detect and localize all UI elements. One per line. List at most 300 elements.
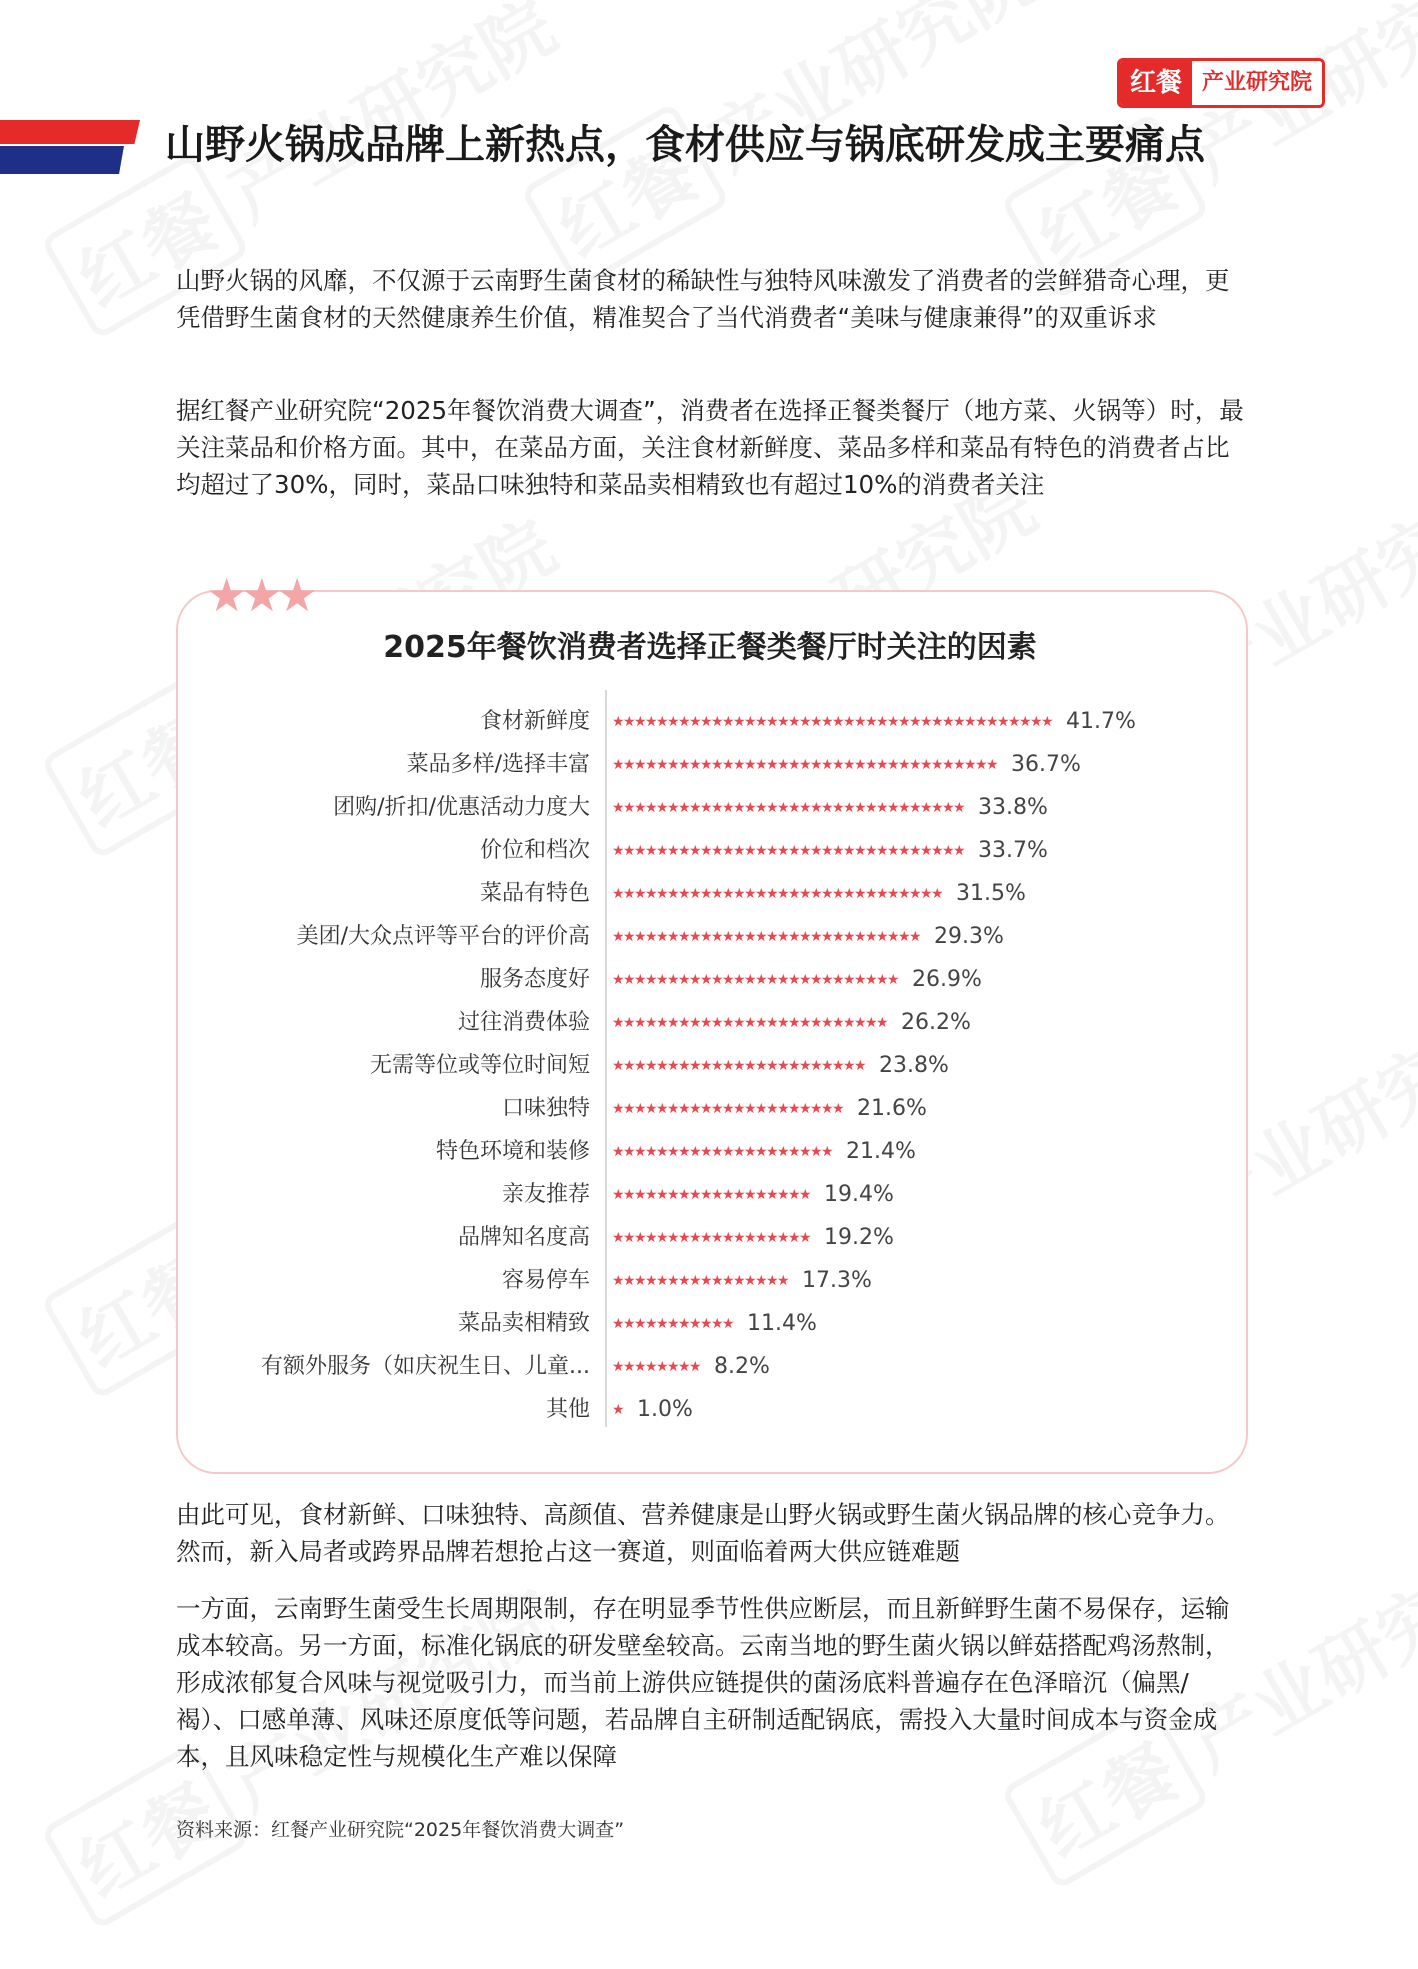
bar-star: ★ (645, 929, 658, 945)
bar-star: ★ (733, 757, 746, 773)
bar-star: ★ (700, 1058, 713, 1074)
bar-star: ★ (689, 1058, 702, 1074)
bar-star: ★ (722, 1058, 735, 1074)
value-label: 33.7% (978, 838, 1048, 863)
bar (612, 1230, 812, 1246)
bar-star: ★ (832, 714, 845, 730)
bar-star: ★ (700, 1273, 713, 1289)
bar-star: ★ (700, 886, 713, 902)
bar-star: ★ (755, 843, 768, 859)
bar-star: ★ (942, 757, 955, 773)
value-label: 19.4% (824, 1182, 894, 1207)
bar-star: ★ (744, 1015, 757, 1031)
bar-star: ★ (678, 800, 691, 816)
bar-star: ★ (821, 1058, 834, 1074)
bar-star: ★ (755, 1187, 768, 1203)
bar-star: ★ (788, 972, 801, 988)
bar-star: ★ (623, 972, 636, 988)
bar-star: ★ (656, 1316, 669, 1332)
bar-star: ★ (887, 972, 900, 988)
value-label: 36.7% (1011, 752, 1081, 777)
bar-star: ★ (634, 757, 647, 773)
bar-star: ★ (777, 1230, 790, 1246)
bar-star: ★ (920, 886, 933, 902)
bar-star: ★ (942, 714, 955, 730)
bar-star: ★ (645, 714, 658, 730)
bar-star: ★ (832, 1058, 845, 1074)
value-label: 23.8% (879, 1053, 949, 1078)
bar-star: ★ (876, 929, 889, 945)
value-label: 21.6% (857, 1096, 927, 1121)
bar (612, 972, 900, 988)
bar (612, 757, 999, 773)
bar-star: ★ (645, 1316, 658, 1332)
bar-star: ★ (634, 972, 647, 988)
bar-star: ★ (711, 1144, 724, 1160)
bar-star: ★ (711, 1187, 724, 1203)
bar-star: ★ (755, 800, 768, 816)
bar-star: ★ (821, 886, 834, 902)
bar-star: ★ (689, 1187, 702, 1203)
category-label: 菜品有特色 (479, 881, 590, 906)
bar-star: ★ (733, 1101, 746, 1117)
bar-star: ★ (865, 800, 878, 816)
bar (612, 1273, 790, 1289)
bar-star: ★ (612, 1273, 625, 1289)
bar-star: ★ (887, 886, 900, 902)
bar-star: ★ (953, 800, 966, 816)
bar-star: ★ (634, 714, 647, 730)
bar-star: ★ (656, 757, 669, 773)
bar-star: ★ (953, 714, 966, 730)
value-label: 8.2% (714, 1354, 770, 1379)
bar-star: ★ (711, 886, 724, 902)
bar-star: ★ (931, 886, 944, 902)
bar-star: ★ (799, 1187, 812, 1203)
bar-star: ★ (898, 929, 911, 945)
value-label: 41.7% (1066, 709, 1136, 734)
category-label: 菜品卖相精致 (457, 1311, 590, 1336)
bar-star: ★ (810, 757, 823, 773)
bar-star: ★ (832, 843, 845, 859)
bar-star: ★ (810, 886, 823, 902)
bar-star: ★ (711, 800, 724, 816)
bar-star: ★ (678, 1359, 691, 1375)
bar-star: ★ (744, 886, 757, 902)
bar-star: ★ (612, 886, 625, 902)
bar-star: ★ (623, 1015, 636, 1031)
bar-star: ★ (634, 800, 647, 816)
bar-star: ★ (678, 1230, 691, 1246)
bar-star: ★ (700, 1015, 713, 1031)
value-label: 11.4% (747, 1311, 817, 1336)
bar-star: ★ (766, 1058, 779, 1074)
title-accent-red (0, 120, 140, 144)
category-label: 菜品多样/选择丰富 (406, 752, 590, 777)
bar-star: ★ (656, 929, 669, 945)
bar-star: ★ (711, 843, 724, 859)
bar-star: ★ (744, 843, 757, 859)
bar-star: ★ (810, 929, 823, 945)
bar-star: ★ (656, 1273, 669, 1289)
bar-star: ★ (843, 800, 856, 816)
bar-star: ★ (722, 800, 735, 816)
bar-star: ★ (799, 800, 812, 816)
bar-star: ★ (843, 843, 856, 859)
bar-star: ★ (689, 1359, 702, 1375)
category-label: 有额外服务（如庆祝生日、儿童... (261, 1354, 590, 1379)
bar-star: ★ (623, 1230, 636, 1246)
bar-star: ★ (667, 714, 680, 730)
bar-star: ★ (733, 929, 746, 945)
bar-star: ★ (645, 757, 658, 773)
bar-star: ★ (678, 843, 691, 859)
bar-star: ★ (755, 714, 768, 730)
bar-star: ★ (656, 1101, 669, 1117)
bar-star: ★ (711, 1316, 724, 1332)
bar-star: ★ (821, 1101, 834, 1117)
bar-star: ★ (953, 843, 966, 859)
bar (612, 1144, 834, 1160)
bar (612, 843, 966, 859)
bar-star: ★ (623, 800, 636, 816)
bar-star: ★ (766, 1187, 779, 1203)
bar-star: ★ (722, 1101, 735, 1117)
bar-star: ★ (964, 714, 977, 730)
bar-star: ★ (744, 714, 757, 730)
bar-star: ★ (766, 1144, 779, 1160)
bar-star: ★ (777, 1058, 790, 1074)
bar-star: ★ (854, 843, 867, 859)
bar-star: ★ (887, 929, 900, 945)
bar-star: ★ (777, 886, 790, 902)
bar-star: ★ (689, 800, 702, 816)
bar-star: ★ (788, 1058, 801, 1074)
bar-star: ★ (667, 1144, 680, 1160)
bar-star: ★ (854, 886, 867, 902)
bar-star: ★ (711, 1101, 724, 1117)
value-label: 26.9% (912, 967, 982, 992)
bar-star: ★ (909, 886, 922, 902)
bar-star: ★ (667, 1230, 680, 1246)
bar-star: ★ (854, 800, 867, 816)
bar-star: ★ (645, 1273, 658, 1289)
bar-star: ★ (1030, 714, 1043, 730)
bar-star: ★ (634, 1144, 647, 1160)
bar-star: ★ (755, 757, 768, 773)
bar-star: ★ (766, 800, 779, 816)
bar-star: ★ (788, 1101, 801, 1117)
bar-star: ★ (1019, 714, 1032, 730)
bar-star: ★ (667, 886, 680, 902)
bar-star: ★ (766, 1101, 779, 1117)
bar-star: ★ (777, 757, 790, 773)
bar-star: ★ (832, 757, 845, 773)
bar-star: ★ (766, 714, 779, 730)
bar-star: ★ (700, 714, 713, 730)
bar-star: ★ (854, 714, 867, 730)
bar-star: ★ (788, 1015, 801, 1031)
bar-star: ★ (678, 1187, 691, 1203)
bar-star: ★ (832, 1101, 845, 1117)
bar-star: ★ (733, 1273, 746, 1289)
bar-star: ★ (612, 757, 625, 773)
bar-star: ★ (689, 1230, 702, 1246)
bar-star: ★ (810, 1015, 823, 1031)
bar-star: ★ (876, 757, 889, 773)
logo-brand: 红餐 (1120, 61, 1192, 105)
bar-star: ★ (612, 972, 625, 988)
bar-star: ★ (733, 1144, 746, 1160)
bar-star: ★ (733, 1058, 746, 1074)
bar (612, 1015, 889, 1031)
bar-star: ★ (711, 1230, 724, 1246)
bar-star: ★ (722, 1144, 735, 1160)
bar-star: ★ (645, 1187, 658, 1203)
bar-star: ★ (810, 1058, 823, 1074)
bar-star: ★ (612, 1359, 625, 1375)
bar-star: ★ (645, 1101, 658, 1117)
bar-star: ★ (909, 714, 922, 730)
bar-star: ★ (799, 886, 812, 902)
bar-star: ★ (777, 714, 790, 730)
bar-star: ★ (634, 1316, 647, 1332)
bar-star: ★ (645, 972, 658, 988)
bar-star: ★ (898, 843, 911, 859)
bar-star: ★ (865, 714, 878, 730)
bar-star: ★ (865, 886, 878, 902)
bar-star: ★ (788, 1144, 801, 1160)
bar-star: ★ (634, 1359, 647, 1375)
value-label: 21.4% (846, 1139, 916, 1164)
bar-star: ★ (843, 714, 856, 730)
bar-star: ★ (876, 886, 889, 902)
bar-star: ★ (689, 929, 702, 945)
bar-star: ★ (744, 1230, 757, 1246)
bar-star: ★ (623, 1101, 636, 1117)
bar-star: ★ (733, 972, 746, 988)
bar-star: ★ (920, 800, 933, 816)
category-label: 团购/折扣/优惠活动力度大 (333, 795, 590, 820)
bar-star: ★ (623, 886, 636, 902)
bar-star: ★ (909, 757, 922, 773)
bar-star: ★ (612, 843, 625, 859)
category-label: 服务态度好 (479, 967, 590, 992)
bar-star: ★ (755, 1058, 768, 1074)
bar-star: ★ (810, 800, 823, 816)
bar-star: ★ (865, 1015, 878, 1031)
bar-star: ★ (799, 1015, 812, 1031)
bar-star: ★ (667, 1101, 680, 1117)
bar-star: ★ (678, 757, 691, 773)
category-label: 口味独特 (501, 1096, 590, 1121)
category-label: 品牌知名度高 (457, 1225, 590, 1250)
bar-star: ★ (832, 886, 845, 902)
bar-star: ★ (612, 1402, 625, 1418)
bar-star: ★ (623, 1187, 636, 1203)
bar-star: ★ (755, 972, 768, 988)
bar-star: ★ (612, 1230, 625, 1246)
category-label: 特色环境和装修 (435, 1139, 590, 1164)
bar-star: ★ (755, 1273, 768, 1289)
bar-star: ★ (931, 800, 944, 816)
bar-star: ★ (854, 1058, 867, 1074)
bar-star: ★ (645, 1230, 658, 1246)
bar-star: ★ (744, 1273, 757, 1289)
bar-star: ★ (667, 757, 680, 773)
bar-star: ★ (722, 1230, 735, 1246)
bar-star: ★ (634, 843, 647, 859)
bar-star: ★ (700, 1316, 713, 1332)
bar-star: ★ (865, 929, 878, 945)
bar-star: ★ (689, 972, 702, 988)
bar-star: ★ (942, 843, 955, 859)
bar (612, 1058, 867, 1074)
bar-star: ★ (843, 757, 856, 773)
bar-star: ★ (722, 1015, 735, 1031)
bar-star: ★ (942, 800, 955, 816)
bar (612, 1187, 812, 1203)
bar-star: ★ (733, 800, 746, 816)
bar-star: ★ (865, 843, 878, 859)
bar-star: ★ (678, 1015, 691, 1031)
bar-star: ★ (898, 714, 911, 730)
bar-star: ★ (810, 843, 823, 859)
bar-star: ★ (854, 1015, 867, 1031)
bar-star: ★ (909, 843, 922, 859)
bar-star: ★ (612, 1015, 625, 1031)
logo-text: 产业研究院 (1192, 61, 1322, 105)
bar-star: ★ (645, 1058, 658, 1074)
bar-star: ★ (700, 972, 713, 988)
bar (612, 929, 922, 945)
bar-star: ★ (700, 1144, 713, 1160)
bar-star: ★ (755, 886, 768, 902)
bar-star: ★ (865, 757, 878, 773)
bar-star: ★ (821, 1015, 834, 1031)
bar-star: ★ (744, 1101, 757, 1117)
bar-star: ★ (689, 1273, 702, 1289)
bar-star: ★ (777, 1101, 790, 1117)
bar-star: ★ (876, 800, 889, 816)
bar-star: ★ (920, 843, 933, 859)
bar-star: ★ (667, 800, 680, 816)
bar-star: ★ (667, 1187, 680, 1203)
bar-star: ★ (799, 1144, 812, 1160)
bar-star: ★ (700, 800, 713, 816)
bar-star: ★ (788, 800, 801, 816)
bar (612, 714, 1054, 730)
bar-star: ★ (678, 1058, 691, 1074)
value-label: 29.3% (934, 924, 1004, 949)
bar-star: ★ (722, 929, 735, 945)
bar-star: ★ (656, 1058, 669, 1074)
bar-star: ★ (623, 1273, 636, 1289)
bar-star: ★ (678, 929, 691, 945)
bar-star: ★ (843, 1058, 856, 1074)
value-label: 1.0% (637, 1397, 693, 1422)
bar-star: ★ (777, 1273, 790, 1289)
bar-star: ★ (656, 1144, 669, 1160)
bar-star: ★ (711, 1058, 724, 1074)
bar-star: ★ (788, 757, 801, 773)
bar-star: ★ (678, 886, 691, 902)
bar-star: ★ (821, 929, 834, 945)
bar-star: ★ (722, 843, 735, 859)
bar-star: ★ (777, 1144, 790, 1160)
bar-star: ★ (810, 714, 823, 730)
bar (612, 800, 966, 816)
bar-star: ★ (755, 1015, 768, 1031)
bar-star: ★ (986, 714, 999, 730)
bar-star: ★ (667, 1316, 680, 1332)
bar-star: ★ (744, 1058, 757, 1074)
bar-star: ★ (766, 1015, 779, 1031)
bar-star: ★ (612, 1144, 625, 1160)
bar-star: ★ (744, 972, 757, 988)
bar-star: ★ (700, 1230, 713, 1246)
bar-star: ★ (689, 1316, 702, 1332)
paragraph-survey: 据红餐产业研究院“2025年餐饮消费大调查”，消费者在选择正餐类餐厅（地方菜、火锅等）时，最关注菜品和价格方面。其中，在菜品方面，关注食材新鲜度、菜品多样和菜品有特色的消费者占比均超过了30%，同时，菜品口味独特和菜品卖相精致也有超过10%的消费者关注 (176, 396, 1244, 499)
value-label: 33.8% (978, 795, 1048, 820)
bar-star: ★ (678, 972, 691, 988)
bar-star: ★ (975, 714, 988, 730)
bar-star: ★ (634, 1101, 647, 1117)
bar-star: ★ (612, 1187, 625, 1203)
bar-star: ★ (689, 843, 702, 859)
bar-star: ★ (623, 714, 636, 730)
bar-star: ★ (678, 1273, 691, 1289)
bar-star: ★ (931, 714, 944, 730)
bar-star: ★ (755, 1101, 768, 1117)
bar-star: ★ (843, 929, 856, 945)
bar-star: ★ (700, 1187, 713, 1203)
bar-star: ★ (722, 1316, 735, 1332)
bar-star: ★ (634, 886, 647, 902)
bar (612, 886, 944, 902)
bar-star: ★ (766, 757, 779, 773)
bar-star: ★ (986, 757, 999, 773)
category-label: 过往消费体验 (457, 1010, 590, 1035)
bar-star: ★ (623, 757, 636, 773)
chart-title: 2025年餐饮消费者选择正餐类餐厅时关注的因素 (383, 630, 1037, 665)
bar-star: ★ (744, 800, 757, 816)
bar-star: ★ (634, 1273, 647, 1289)
source-note: 资料来源：红餐产业研究院“2025年餐饮消费大调查” (176, 1819, 625, 1841)
bar-star: ★ (777, 929, 790, 945)
bar-star: ★ (711, 1273, 724, 1289)
bar-star: ★ (645, 1359, 658, 1375)
bar-star: ★ (799, 714, 812, 730)
bar-star: ★ (689, 1144, 702, 1160)
bar-star: ★ (788, 886, 801, 902)
bar-star: ★ (689, 757, 702, 773)
bar-star: ★ (722, 757, 735, 773)
bar-star: ★ (810, 972, 823, 988)
bar-star: ★ (744, 1187, 757, 1203)
bar-star: ★ (634, 1230, 647, 1246)
bar-chart (176, 690, 1244, 1450)
bar-star: ★ (722, 1273, 735, 1289)
bar-star: ★ (810, 1144, 823, 1160)
bar-star: ★ (876, 843, 889, 859)
bar-star: ★ (656, 800, 669, 816)
bar-star: ★ (876, 1015, 889, 1031)
bar-star: ★ (887, 714, 900, 730)
bar-star: ★ (799, 757, 812, 773)
brand-logo (1117, 58, 1325, 108)
bar-star: ★ (634, 1015, 647, 1031)
